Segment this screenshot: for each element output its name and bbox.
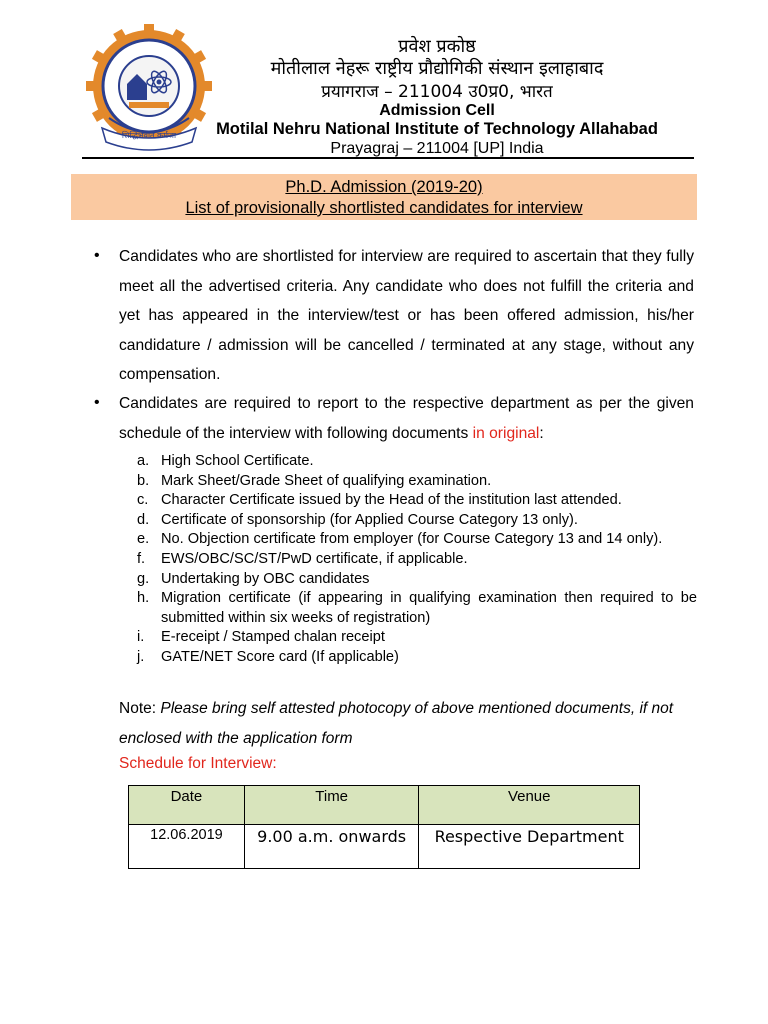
logo-motto: सिद्धिर्भवति कर्मजा xyxy=(121,131,177,140)
report-text-colon: : xyxy=(539,424,544,442)
list-item-letter: j. xyxy=(137,648,145,665)
list-item-text: Migration certificate (if appearing in qualifying examination then required to be submitted within six weeks of registration) xyxy=(161,590,697,626)
list-item xyxy=(137,452,697,472)
list-item-text: Mark Sheet/Grade Sheet of qualifying examination. xyxy=(161,472,492,489)
list-item-text: Certificate of sponsorship (for Applied Course Category 13 only). xyxy=(161,511,578,528)
header-hindi-line3: प्रयागराज – 211004 उ0प्र0, भारत xyxy=(321,82,553,102)
list-item-letter: a. xyxy=(137,453,150,469)
list-item xyxy=(137,589,697,628)
list-item-letter: f. xyxy=(137,550,146,567)
note-label: Note: xyxy=(119,700,161,717)
list-item xyxy=(137,472,697,492)
list-item-letter: g. xyxy=(137,570,150,587)
document-list xyxy=(137,452,697,668)
list-item-letter: h. xyxy=(137,590,150,607)
note-paragraph xyxy=(119,694,697,754)
header-divider xyxy=(82,157,694,159)
banner-title: Ph.D. Admission (2019-20) xyxy=(285,178,483,196)
list-item-text: E-receipt / Stamped chalan receipt xyxy=(161,629,385,646)
list-item-text: No. Objection certificate from employer (for Course Category 13 and 14 only). xyxy=(161,531,663,548)
list-item xyxy=(137,550,697,570)
header-date: Date xyxy=(129,786,245,825)
title-banner xyxy=(71,174,697,220)
list-item xyxy=(137,530,697,550)
bullet-eligibility-text: Candidates who are shortlisted for interview are required to ascertain that they fully meet all the advertised criteria. Any candidate who does not fulfill the criteria and yet has appeared in the interview/test or has been offered admission, his/her candidature / admission will be cancelled / terminated at any stage, without any compensation. xyxy=(119,248,694,384)
schedule-table xyxy=(128,785,640,869)
list-item-letter: i. xyxy=(137,629,145,646)
header-address: Prayagraj – 211004 [UP] India xyxy=(330,140,544,157)
bullet-report-text xyxy=(119,389,694,448)
list-item-letter: e. xyxy=(137,531,150,548)
list-item-letter: b. xyxy=(137,472,150,489)
list-item xyxy=(137,491,697,511)
cell-date: 12.06.2019 xyxy=(129,825,245,869)
list-item xyxy=(137,628,697,648)
header-time: Time xyxy=(244,786,419,825)
header-venue: Venue xyxy=(419,786,640,825)
list-item xyxy=(137,648,697,668)
list-item xyxy=(137,511,697,531)
banner-subtitle: List of provisionally shortlisted candidates for interview xyxy=(185,199,583,217)
header-institute-name: Motilal Nehru National Institute of Technology Allahabad xyxy=(216,120,658,138)
header-hindi-line1: प्रवेश प्रकोष्ठ xyxy=(398,36,476,57)
list-item-letter: c. xyxy=(137,492,149,509)
list-item-letter: d. xyxy=(137,511,150,528)
table-row xyxy=(129,825,640,869)
header-admission-cell: Admission Cell xyxy=(379,102,495,119)
report-text-in-original: in original xyxy=(472,424,540,442)
bullet-dot-1: • xyxy=(94,247,100,264)
list-item-text: GATE/NET Score card (If applicable) xyxy=(161,648,399,665)
schedule-title: Schedule for Interview: xyxy=(119,755,277,772)
list-item-text: High School Certificate. xyxy=(161,453,314,469)
cell-time: 9.00 a.m. onwards xyxy=(244,825,419,869)
list-item-text: EWS/OBC/SC/ST/PwD certificate, if applicable. xyxy=(161,550,468,567)
note-text: Please bring self attested photocopy of above mentioned documents, if not enclosed with the application form xyxy=(119,700,674,747)
bullet-dot-2: • xyxy=(94,394,100,411)
report-text-main: Candidates are required to report to the respective department as per the given schedule of the interview with following documents xyxy=(119,395,694,442)
cell-venue: Respective Department xyxy=(419,825,640,869)
list-item-text: Character Certificate issued by the Head of the institution last attended. xyxy=(161,492,622,509)
header-hindi-line2: मोतीलाल नेहरू राष्ट्रीय प्रौद्योगिकी संस्थान इलाहाबाद xyxy=(270,58,604,79)
list-item xyxy=(137,570,697,590)
table-header-row xyxy=(129,786,640,825)
list-item-text: Undertaking by OBC candidates xyxy=(161,570,370,587)
